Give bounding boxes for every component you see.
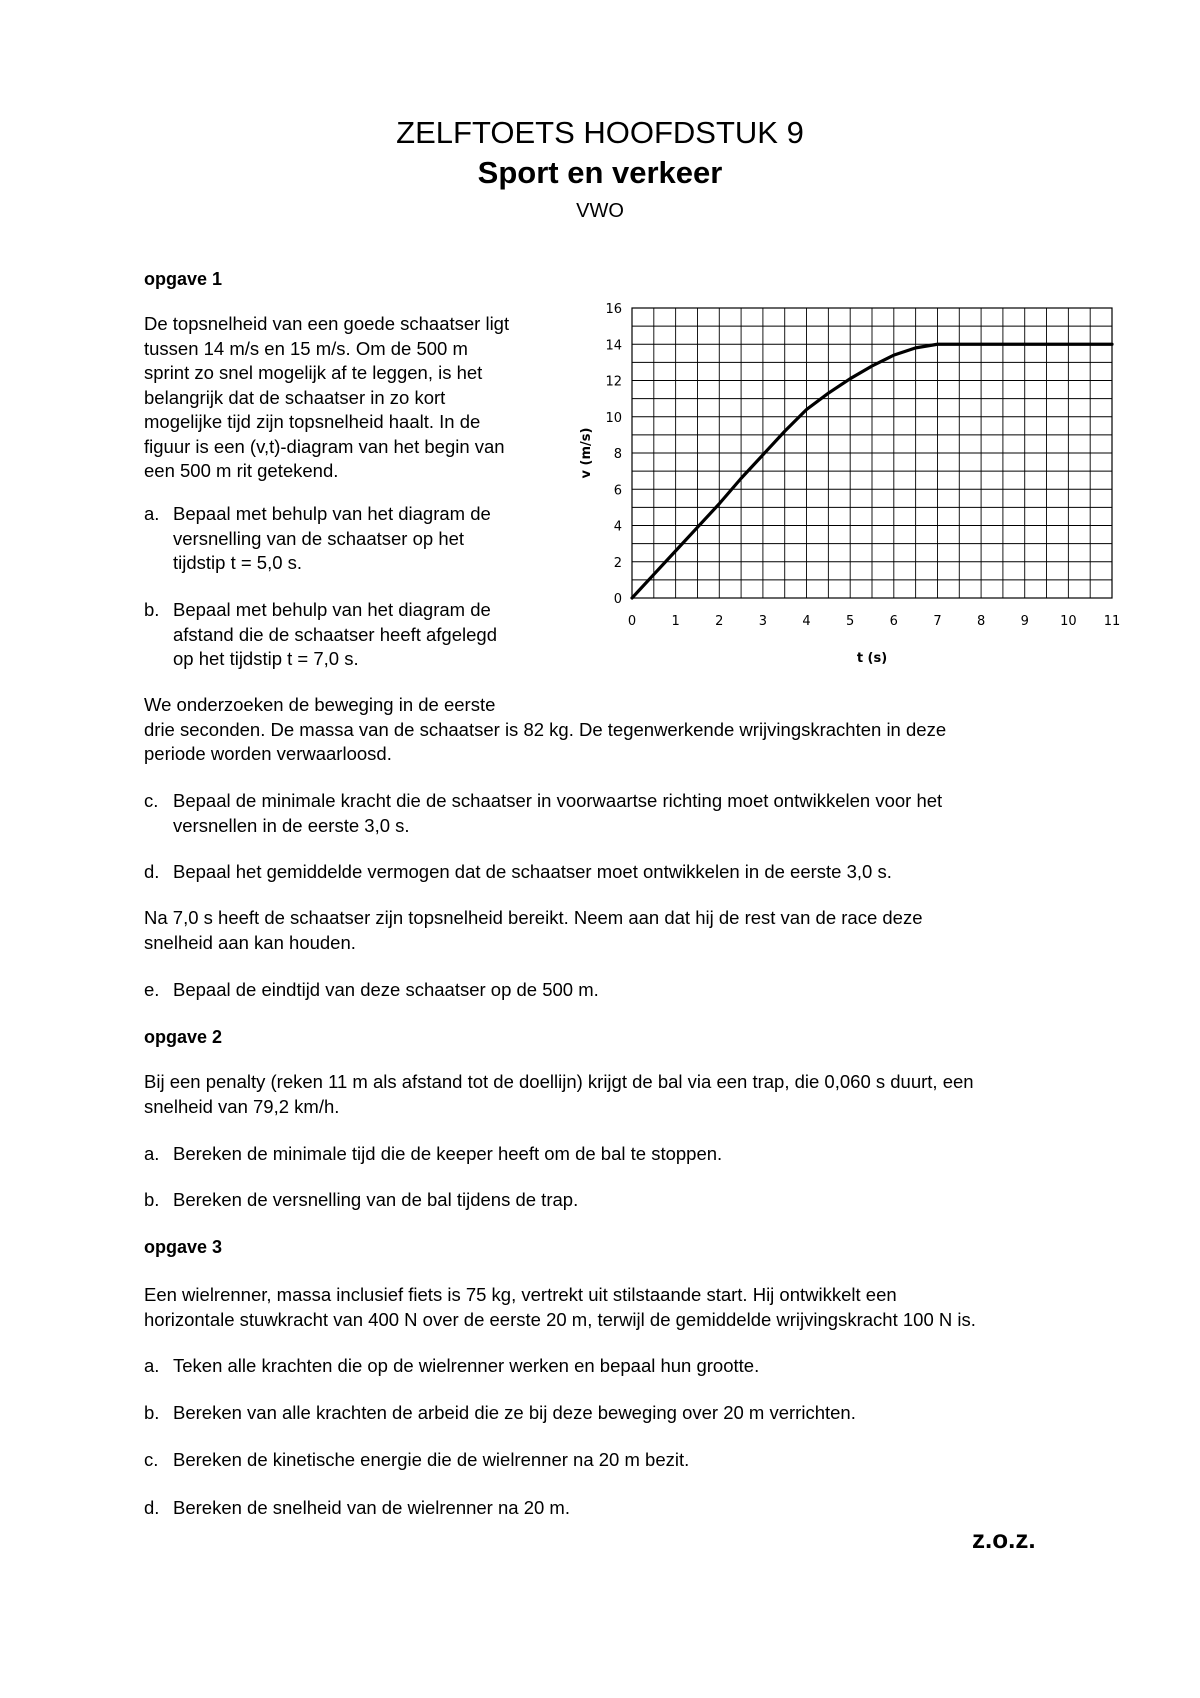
data-point — [915, 347, 917, 349]
paragraph-line: Na 7,0 s heeft de schaatser zijn topsnelheid bereikt. Neem aan dat hij de rest van de race deze — [144, 907, 923, 928]
question-text: op het tijdstip t = 7,0 s. — [173, 648, 359, 669]
x-tick-label: 4 — [802, 614, 811, 629]
question-text: Bereken de versnelling van de bal tijdens de trap. — [173, 1189, 579, 1210]
data-point — [871, 365, 873, 367]
x-tick-label: 7 — [933, 614, 942, 629]
data-point — [697, 527, 699, 529]
data-point — [980, 343, 982, 345]
question-3b — [144, 1401, 856, 1426]
question-letter: a. — [144, 1143, 160, 1164]
question-text: Teken alle krachten die op de wielrenner werken en bepaal hun grootte. — [173, 1355, 760, 1376]
y-tick-label: 4 — [613, 519, 622, 535]
x-tick-label: 9 — [1020, 614, 1029, 629]
paragraph-line: periode worden verwaarloosd. — [144, 743, 392, 764]
y-tick-label: 10 — [605, 410, 622, 426]
opgave1-intro-line: tussen 14 m/s en 15 m/s. Om de 500 m — [144, 337, 468, 359]
y-tick-label: 12 — [605, 374, 622, 390]
question-text: Bepaal de eindtijd van deze schaatser op de 500 m. — [173, 979, 599, 1000]
data-point — [631, 597, 633, 599]
opgave1-intro-line: De topsnelheid van een goede schaatser ligt — [144, 313, 510, 334]
x-tick-label: 5 — [846, 614, 855, 629]
data-point — [653, 574, 655, 576]
question-2a — [144, 1142, 722, 1167]
question-1b — [144, 598, 497, 672]
x-tick-label: 6 — [889, 614, 898, 629]
paragraph-line: snelheid aan kan houden. — [144, 931, 356, 953]
question-letter: b. — [144, 599, 160, 620]
x-tick-label: 8 — [976, 614, 986, 629]
x-tick-label: 1 — [671, 614, 680, 629]
question-letter: c. — [144, 790, 159, 811]
question-1c — [144, 789, 942, 838]
y-tick-label: 8 — [613, 447, 622, 462]
paragraph-line: horizontale stuwkracht van 400 N over de eerste 20 m, terwijl de gemiddelde wrijvingskracht 100 N is. — [144, 1308, 976, 1330]
y-axis-label: v (m/s) — [579, 427, 594, 479]
question-text: Bereken de minimale tijd die de keeper heeft om de bal te stoppen. — [173, 1143, 723, 1164]
question-letter: a. — [144, 503, 160, 524]
page-subtitle: Sport en verkeer — [477, 155, 723, 190]
x-tick-label: 10 — [1060, 614, 1077, 629]
x-axis-label: t (s) — [856, 651, 888, 666]
data-point — [740, 478, 742, 480]
question-text: Bepaal met behulp van het diagram de — [173, 599, 491, 620]
question-text: Bereken de kinetische energie die de wielrenner na 20 m bezit. — [173, 1449, 690, 1470]
opgave1-intro-line: mogelijke tijd zijn topsnelheid haalt. In de — [144, 411, 481, 432]
opgave1-intro-line: figuur is een (v,t)-diagram van het begin van — [144, 435, 505, 457]
data-point — [806, 409, 808, 411]
data-point — [828, 392, 830, 394]
x-tick-label: 3 — [758, 614, 768, 629]
y-tick-label: 6 — [613, 483, 622, 499]
opgave1-intro — [144, 312, 509, 484]
question-text: Bereken van alle krachten de arbeid die ze bij deze beweging over 20 m verrichten. — [173, 1402, 856, 1423]
y-tick-label: 2 — [613, 555, 622, 571]
data-point — [1111, 343, 1113, 345]
opgave2-intro — [144, 1070, 974, 1119]
question-text: afstand die de schaatser heeft afgelegd — [173, 623, 497, 645]
data-point — [675, 550, 677, 552]
question-3c — [144, 1448, 689, 1473]
question-letter: d. — [144, 1497, 160, 1518]
opgave3-heading: opgave 3 — [144, 1237, 223, 1257]
opgave1-intro-line: sprint zo snel mogelijk af te leggen, is het — [144, 362, 483, 383]
question-3d — [144, 1496, 570, 1521]
paragraph-line: drie seconden. De massa van de schaatser is 82 kg. De tegenwerkende wrijvingskrachten in deze — [144, 718, 947, 740]
question-text: Bepaal de minimale kracht die de schaatser in voorwaartse richting moet ontwikkelen voor het — [173, 790, 943, 811]
x-tick-label: 2 — [715, 614, 724, 629]
question-text: versnelling van de schaatser op het — [173, 527, 465, 549]
question-1d — [144, 860, 892, 885]
level-label: VWO — [576, 200, 624, 222]
data-point — [937, 343, 939, 345]
question-1a — [144, 502, 491, 576]
data-point — [1068, 343, 1070, 345]
page-title: ZELFTOETS HOOFDSTUK 9 — [396, 115, 804, 150]
opgave1-paragraph-2 — [144, 693, 946, 767]
paragraph-line: We onderzoeken de beweging in de eerste — [144, 694, 496, 715]
x-tick-label: 11 — [1103, 614, 1121, 629]
question-text: Bepaal met behulp van het diagram de — [173, 503, 491, 524]
data-point — [893, 354, 895, 356]
question-text: versnellen in de eerste 3,0 s. — [173, 814, 410, 836]
data-point — [762, 454, 764, 456]
y-tick-label: 14 — [605, 338, 622, 354]
question-text: tijdstip t = 5,0 s. — [173, 552, 303, 573]
data-point — [849, 378, 851, 380]
paragraph-line: snelheid van 79,2 km/h. — [144, 1095, 340, 1117]
question-letter: b. — [144, 1402, 160, 1423]
question-letter: a. — [144, 1355, 160, 1376]
question-letter: c. — [144, 1449, 159, 1470]
question-text: Bepaal het gemiddelde vermogen dat de schaatser moet ontwikkelen in de eerste 3,0 s. — [173, 861, 892, 882]
opgave1-intro-line: een 500 m rit getekend. — [144, 460, 339, 481]
data-point — [784, 430, 786, 432]
question-1e — [144, 978, 599, 1003]
opgave2-heading: opgave 2 — [144, 1027, 223, 1047]
question-letter: e. — [144, 979, 160, 1000]
paragraph-line: Een wielrenner, massa inclusief fiets is 75 kg, vertrekt uit stilstaande start. Hij ontwikkelt een — [144, 1284, 897, 1305]
opgave1-paragraph-3 — [144, 906, 923, 955]
zoz-label: z.o.z. — [972, 1524, 1036, 1554]
data-point — [1024, 343, 1026, 345]
question-3a — [144, 1354, 759, 1379]
question-text: Bereken de snelheid van de wielrenner na 20 m. — [173, 1497, 570, 1518]
question-letter: b. — [144, 1189, 160, 1210]
paragraph-line: Bij een penalty (reken 11 m als afstand tot de doellijn) krijgt de bal via een trap, die 0,060 s duurt, een — [144, 1071, 974, 1092]
x-tick-label: 0 — [627, 614, 637, 629]
opgave1-intro-line: belangrijk dat de schaatser in zo kort — [144, 386, 446, 408]
data-point — [718, 503, 720, 505]
y-tick-label: 16 — [605, 302, 622, 317]
opgave1-heading: opgave 1 — [144, 269, 223, 289]
velocity-time-chart — [570, 290, 1121, 670]
question-2b — [144, 1188, 578, 1213]
opgave3-intro — [144, 1283, 976, 1332]
question-letter: d. — [144, 861, 160, 882]
y-tick-label: 0 — [613, 592, 622, 607]
